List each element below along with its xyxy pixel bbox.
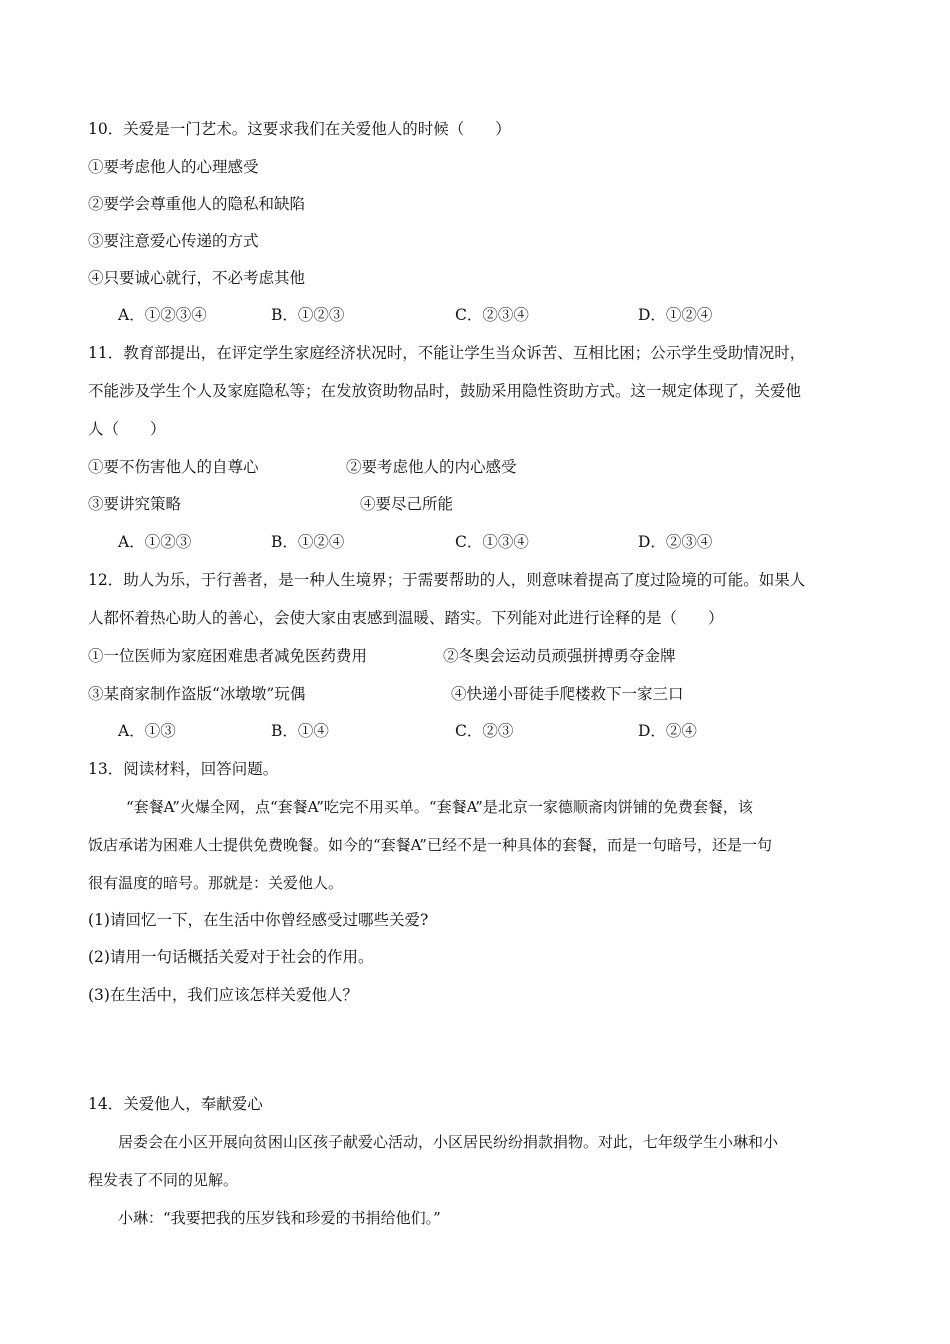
q12-option-d: D．②④ [638,722,697,740]
q12-stem-line-2: 人都怀着热心助人的善心，会使大家由衷感到温暖、踏实。下列能对此进行诠释的是（ ） [88,609,724,627]
q11-stem-line-1: 11．教育部提出，在评定学生家庭经济状况时，不能让学生当众诉苦、互相比困；公示学生受助情况时， [88,344,806,362]
q12-item-3: ③某商家制作盗版“冰墩墩”玩偶 [88,685,306,703]
q10-item-2: ②要学会尊重他人的隐私和缺陷 [88,195,306,213]
q11-option-a: A．①②③ [118,533,192,551]
q11-option-b: B．①②④ [271,533,345,551]
q11-item-1: ①要不伤害他人的自尊心 [88,458,259,476]
q13-material-line-3: 很有温度的暗号。那就是：关爱他人。 [88,874,344,892]
q11-item-3: ③要讲究策略 [88,495,182,513]
q10-item-1: ①要考虑他人的心理感受 [88,158,259,176]
q10-stem: 10．关爱是一门艺术。这要求我们在关爱他人的时候（ ） [88,120,511,138]
q10-item-4: ④只要诚心就行，不必考虑其他 [88,269,306,287]
q10-option-b: B．①②③ [271,306,345,324]
q10-item-3: ③要注意爱心传递的方式 [88,232,259,250]
q13-material-line-1: “套餐A”火爆全网，点“套餐A”吃完不用买单。“套餐A”是北京一家德顺斋肉饼铺的免费套餐，该 [126,798,753,816]
q14-material-line-3: 小琳：“我要把我的压岁钱和珍爱的书捐给他们。” [118,1209,441,1227]
q11-option-c: C．①③④ [455,533,529,551]
q12-option-c: C．②③ [455,722,514,740]
q12-option-b: B．①④ [271,722,329,740]
q11-item-4: ④要尽己所能 [360,495,454,513]
q14-stem: 14．关爱他人，奉献爱心 [88,1095,263,1113]
q13-subquestion-1: (1)请回忆一下，在生活中你曾经感受过哪些关爱? [88,911,429,929]
q12-item-1: ①一位医师为家庭困难患者减免医药费用 [88,647,368,665]
q11-stem-line-3: 人（ ） [88,420,166,438]
q12-option-a: A．①③ [118,722,176,740]
q13-subquestion-2: (2)请用一句话概括关爱对于社会的作用。 [88,948,374,966]
q11-stem-line-2: 不能涉及学生个人及家庭隐私等；在发放资助物品时，鼓励采用隐性资助方式。这一规定体现了，关爱他 [88,382,802,400]
q11-item-2: ②要考虑他人的内心感受 [346,458,517,476]
q14-material-line-2: 程发表了不同的见解。 [88,1171,239,1189]
q10-option-a: A．①②③④ [118,306,207,324]
q12-item-4: ④快递小哥徒手爬楼救下一家三口 [451,685,684,703]
q11-option-d: D．②③④ [638,533,713,551]
q10-option-c: C．②③④ [455,306,529,324]
q12-stem-line-1: 12．助人为乐，于行善者，是一种人生境界；于需要帮助的人，则意味着提高了度过险境的可能。如果人 [88,571,806,589]
q13-material-line-2: 饭店承诺为困难人士提供免费晚餐。如今的“套餐A”已经不是一种具体的套餐，而是一句暗号，还是一句 [88,836,772,854]
q10-option-d: D．①②④ [638,306,713,324]
q13-subquestion-3: (3)在生活中，我们应该怎样关爱他人？ [88,986,358,1004]
q13-stem: 13．阅读材料，回答问题。 [88,760,279,778]
q14-material-line-1: 居委会在小区开展向贫困山区孩子献爱心活动，小区居民纷纷捐款捐物。对此，七年级学生小琳和小 [118,1133,779,1151]
q12-item-2: ②冬奥会运动员顽强拼搏勇夺金牌 [443,647,676,665]
